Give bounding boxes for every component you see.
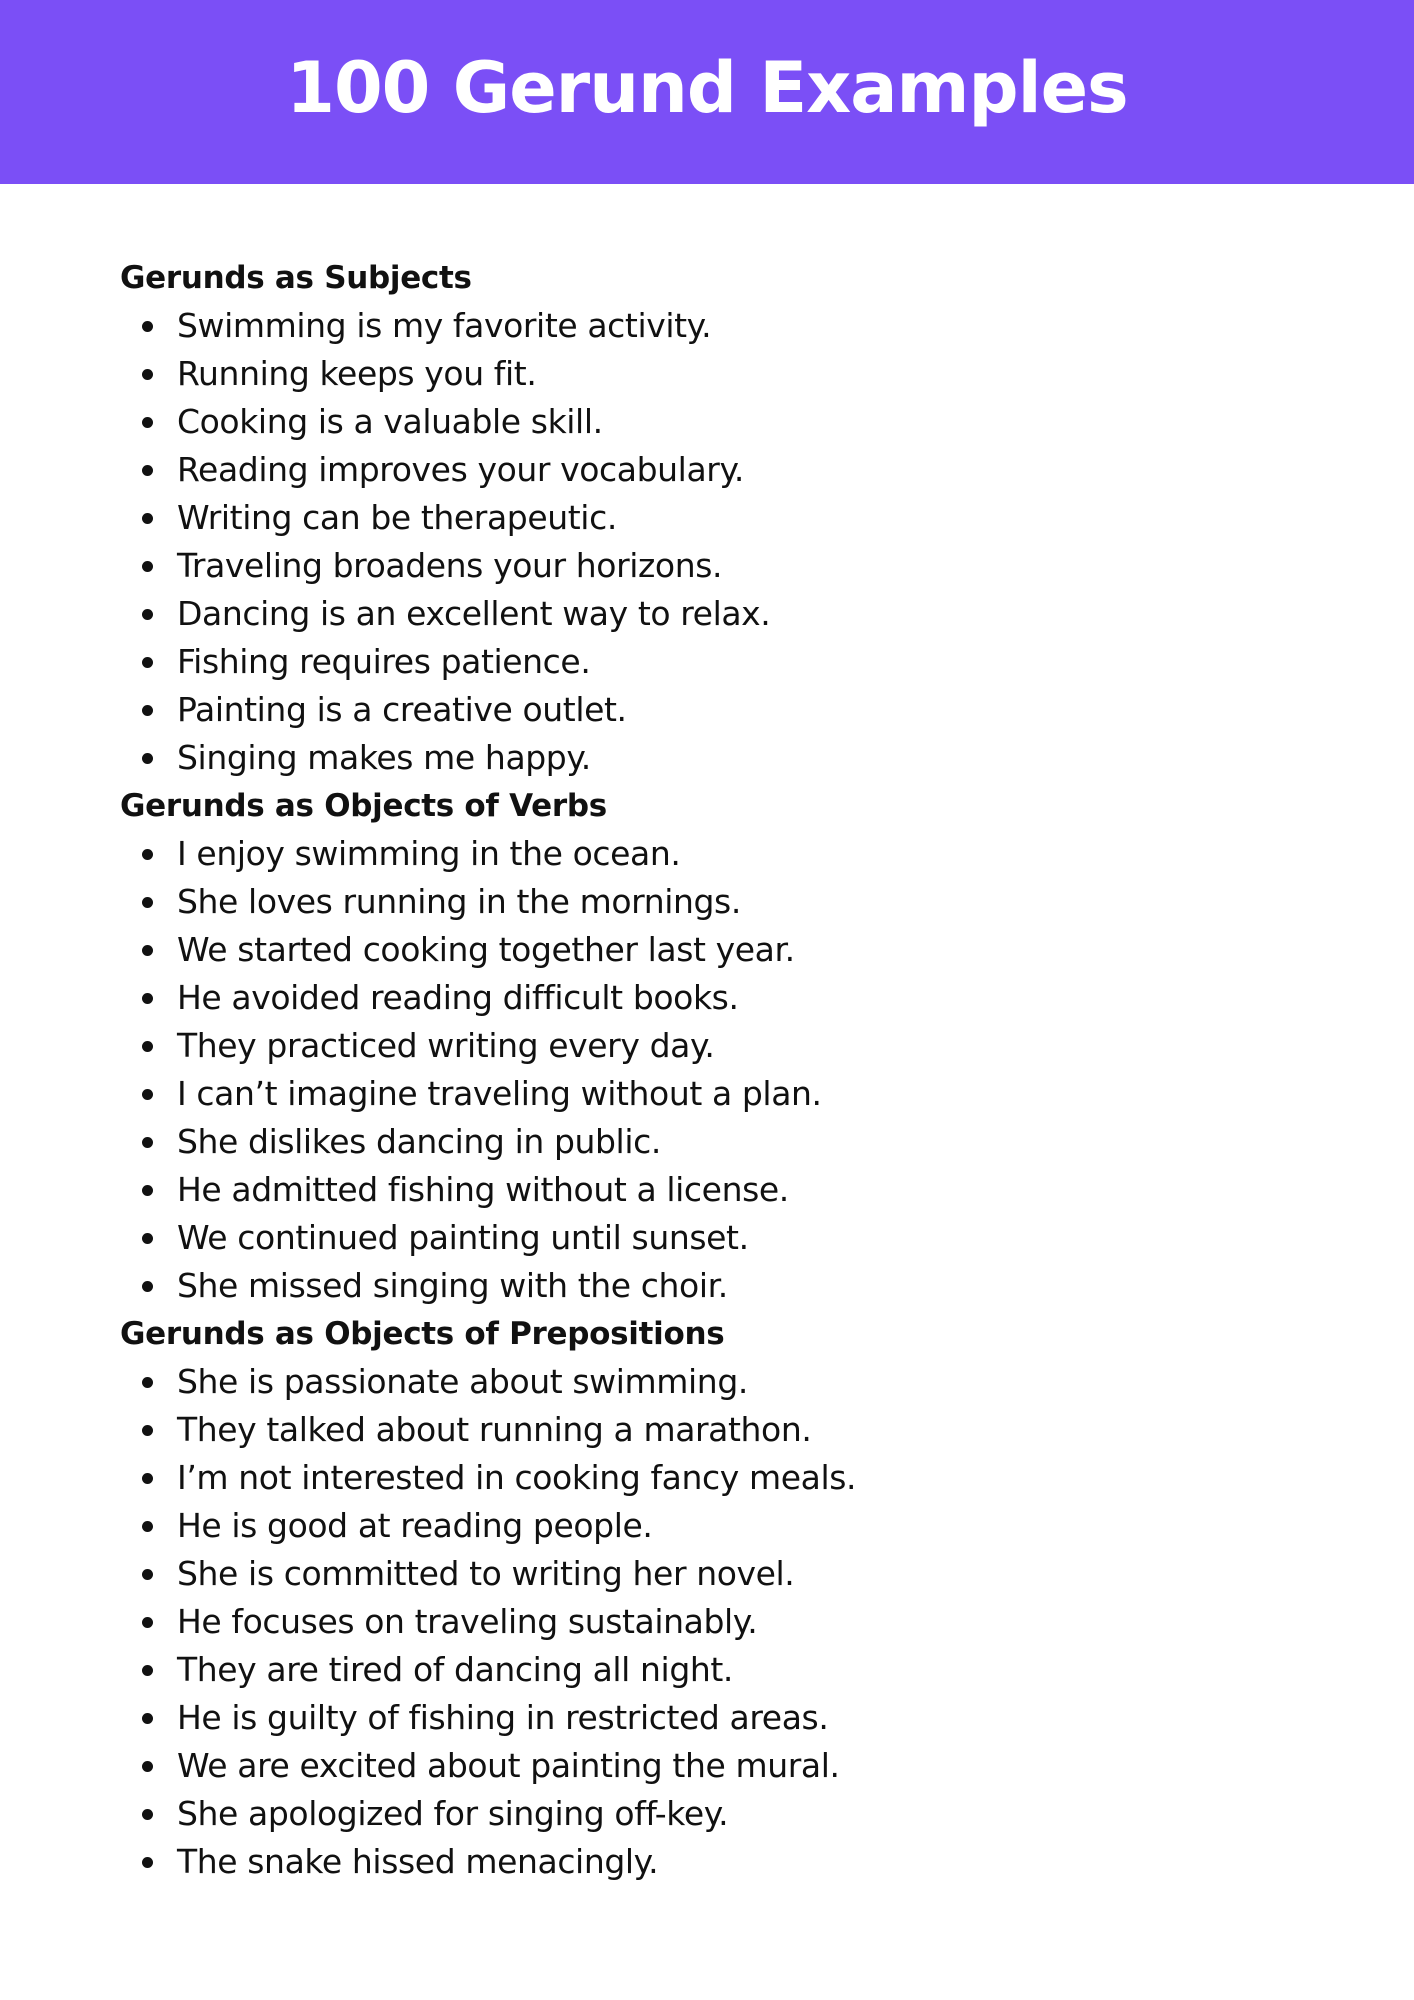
bullet-icon [142, 1809, 153, 1820]
list-item [120, 1598, 1320, 1646]
bullet-icon [142, 1041, 153, 1052]
bullet-icon [142, 1137, 153, 1148]
list-item [120, 350, 1320, 398]
list-item [120, 302, 1320, 350]
bullet-icon [142, 657, 153, 668]
list-item-text: He avoided reading difficult books. [177, 978, 739, 1017]
list-item-text: He admitted fishing without a license. [177, 1170, 789, 1209]
list-item [120, 1646, 1320, 1694]
bullet-icon [142, 1665, 153, 1676]
list-item-text: He is good at reading people. [177, 1506, 653, 1545]
bullet-icon [142, 1713, 153, 1724]
list-item [120, 398, 1320, 446]
list-item [120, 1358, 1320, 1406]
list-item-text: They practiced writing every day. [177, 1026, 715, 1065]
list-item [120, 1406, 1320, 1454]
bullet-icon [142, 1425, 153, 1436]
bullet-list [120, 302, 1320, 782]
section-heading: Gerunds as Subjects [120, 260, 472, 296]
list-item [120, 1022, 1320, 1070]
bullet-icon [142, 897, 153, 908]
bullet-icon [142, 705, 153, 716]
list-item-text: She loves running in the mornings. [177, 882, 741, 921]
list-item-text: I enjoy swimming in the ocean. [177, 834, 681, 873]
list-item [120, 1550, 1320, 1598]
section-heading: Gerunds as Objects of Prepositions [120, 1316, 725, 1352]
document-body [120, 254, 1320, 1886]
section-gerunds-as-objects-of-prepositions [120, 1310, 1320, 1886]
bullet-icon [142, 1233, 153, 1244]
list-item [120, 1694, 1320, 1742]
list-item-text: Fishing requires patience. [177, 642, 591, 681]
list-item-text: I can’t imagine traveling without a plan. [177, 1074, 822, 1113]
bullet-icon [142, 561, 153, 572]
list-item-text: Painting is a creative outlet. [177, 690, 627, 729]
list-item [120, 1838, 1320, 1886]
bullet-icon [142, 417, 153, 428]
bullet-list [120, 1358, 1320, 1886]
list-item-text: Cooking is a valuable skill. [177, 402, 603, 441]
header-banner [0, 0, 1414, 184]
list-item [120, 1070, 1320, 1118]
list-item-text: She dislikes dancing in public. [177, 1122, 661, 1161]
bullet-icon [142, 321, 153, 332]
list-item-text: I’m not interested in cooking fancy meals. [177, 1458, 857, 1497]
list-item [120, 1118, 1320, 1166]
list-item-text: Traveling broadens your horizons. [177, 546, 723, 585]
list-item-text: She missed singing with the choir. [177, 1266, 728, 1305]
list-item-text: Dancing is an excellent way to relax. [177, 594, 771, 633]
bullet-icon [142, 1857, 153, 1868]
bullet-icon [142, 1089, 153, 1100]
bullet-icon [142, 945, 153, 956]
list-item-text: She is passionate about swimming. [177, 1362, 748, 1401]
bullet-icon [142, 753, 153, 764]
list-item [120, 1742, 1320, 1790]
list-item-text: We started cooking together last year. [177, 930, 795, 969]
bullet-icon [142, 369, 153, 380]
list-item [120, 542, 1320, 590]
list-item [120, 638, 1320, 686]
list-item [120, 830, 1320, 878]
list-item [120, 1502, 1320, 1550]
bullet-icon [142, 993, 153, 1004]
section-heading: Gerunds as Objects of Verbs [120, 788, 607, 824]
list-item-text: She apologized for singing off-key. [177, 1794, 729, 1833]
bullet-icon [142, 1521, 153, 1532]
bullet-icon [142, 513, 153, 524]
list-item [120, 494, 1320, 542]
bullet-icon [142, 849, 153, 860]
list-item [120, 686, 1320, 734]
list-item-text: The snake hissed menacingly. [177, 1842, 659, 1881]
section-gerunds-as-objects-of-verbs [120, 782, 1320, 1310]
bullet-icon [142, 1569, 153, 1580]
list-item-text: We continued painting until sunset. [177, 1218, 749, 1257]
list-item [120, 974, 1320, 1022]
list-item [120, 1790, 1320, 1838]
section-gerunds-as-subjects [120, 254, 1320, 782]
bullet-list [120, 830, 1320, 1310]
list-item-text: Singing makes me happy. [177, 738, 591, 777]
list-item-text: He focuses on traveling sustainably. [177, 1602, 758, 1641]
list-item-text: They talked about running a marathon. [177, 1410, 812, 1449]
list-item [120, 1454, 1320, 1502]
bullet-icon [142, 1617, 153, 1628]
list-item [120, 1262, 1320, 1310]
list-item [120, 926, 1320, 974]
bullet-icon [142, 465, 153, 476]
list-item-text: Writing can be therapeutic. [177, 498, 617, 537]
list-item-text: They are tired of dancing all night. [177, 1650, 734, 1689]
bullet-icon [142, 1761, 153, 1772]
list-item-text: She is committed to writing her novel. [177, 1554, 795, 1593]
bullet-icon [142, 1473, 153, 1484]
list-item [120, 1166, 1320, 1214]
list-item [120, 446, 1320, 494]
list-item-text: We are excited about painting the mural. [177, 1746, 840, 1785]
list-item [120, 734, 1320, 782]
bullet-icon [142, 609, 153, 620]
list-item-text: He is guilty of fishing in restricted areas. [177, 1698, 829, 1737]
bullet-icon [142, 1281, 153, 1292]
page-title: 100 Gerund Examples [286, 47, 1128, 129]
bullet-icon [142, 1185, 153, 1196]
list-item-text: Running keeps you fit. [177, 354, 537, 393]
list-item [120, 590, 1320, 638]
list-item-text: Reading improves your vocabulary. [177, 450, 744, 489]
list-item [120, 878, 1320, 926]
bullet-icon [142, 1377, 153, 1388]
list-item [120, 1214, 1320, 1262]
list-item-text: Swimming is my favorite activity. [177, 306, 712, 345]
